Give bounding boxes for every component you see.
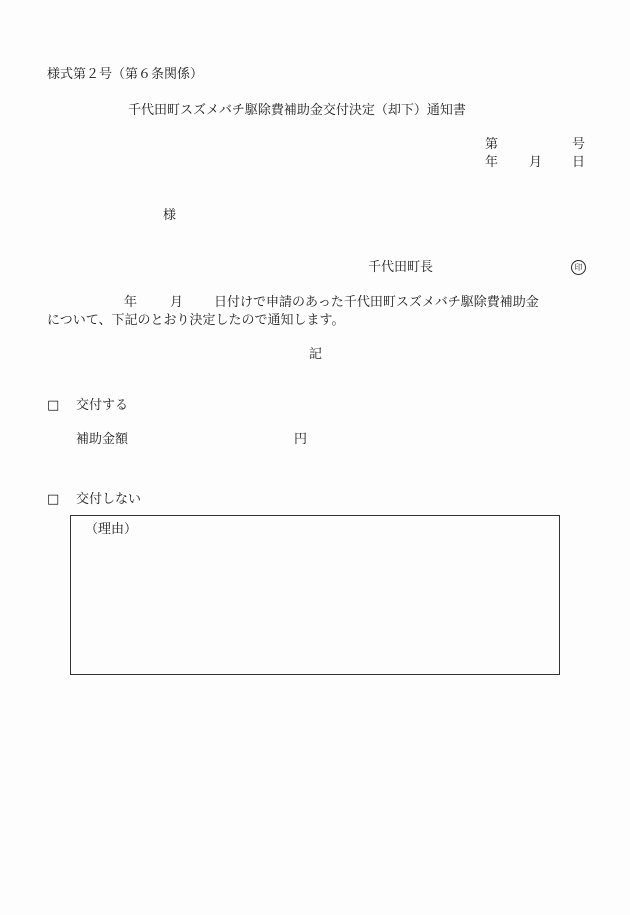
reason-box[interactable] [70, 515, 560, 675]
body-date-year: 年 [124, 295, 138, 310]
body-date-month: 月 [170, 295, 184, 310]
ki-heading: 記 [309, 347, 323, 362]
form-label: 様式第２号（第６条関係） [47, 67, 204, 82]
reason-label: （理由） [85, 522, 138, 537]
date-year-label: 年 [485, 155, 499, 170]
reject-checkbox[interactable]: □ [47, 492, 60, 507]
body-line2: について、下記のとおり決定したので通知します。 [47, 313, 345, 328]
grant-option-label: 交付する [76, 398, 129, 413]
doc-number-suffix: 号 [572, 137, 586, 152]
issuer-name: 千代田町長 [368, 260, 434, 275]
doc-number-prefix: 第 [485, 137, 499, 152]
body-line1: 日付けで申請のあった千代田町スズメバチ駆除費補助金 [214, 295, 539, 310]
grant-amount-label: 補助金額 [76, 432, 129, 447]
grant-amount-unit: 円 [294, 432, 308, 447]
grant-checkbox[interactable]: □ [47, 398, 60, 413]
seal-mark: 印 [571, 260, 586, 275]
reject-option-label: 交付しない [76, 492, 142, 507]
addressee-suffix: 様 [163, 208, 177, 223]
date-day-label: 日 [572, 155, 586, 170]
date-month-label: 月 [529, 155, 543, 170]
document-title: 千代田町スズメバチ駆除費補助金交付決定（却下）通知書 [128, 103, 466, 118]
